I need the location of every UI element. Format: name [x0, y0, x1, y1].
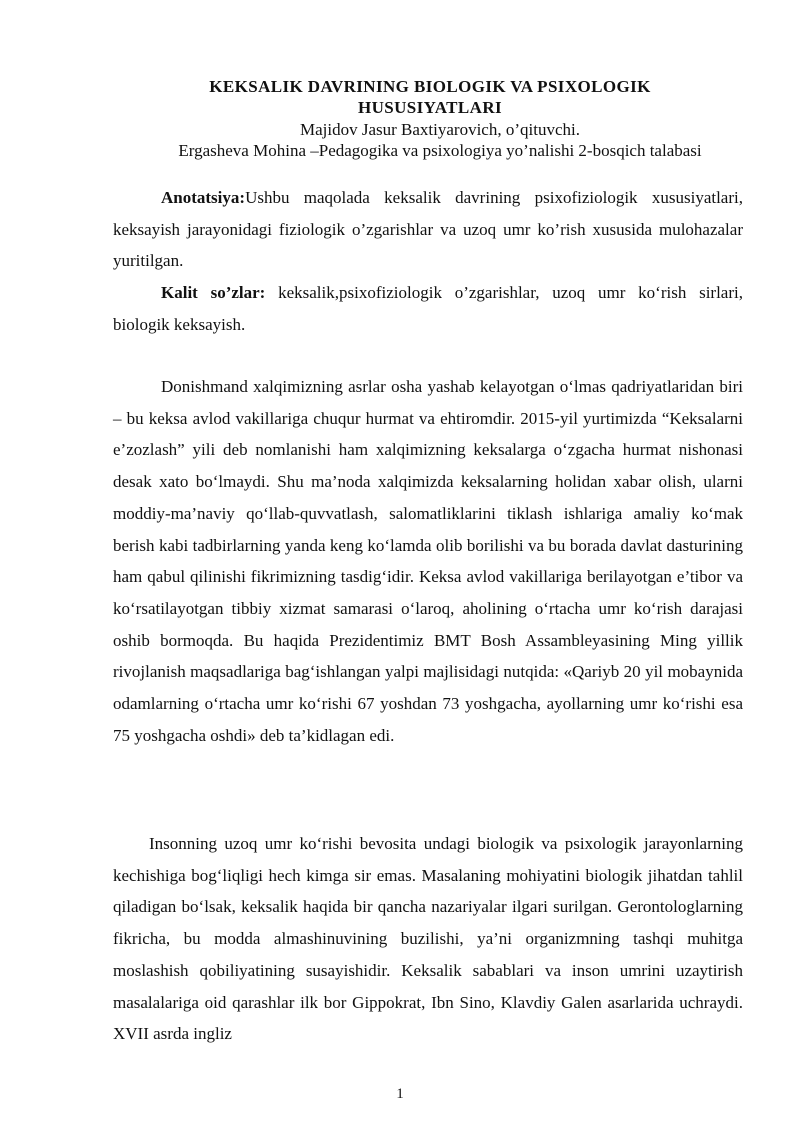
- page-number: 1: [396, 1086, 404, 1102]
- abstract-text: Ushbu maqolada keksalik davrining psixofiziologik xususiyatlari, keksayish jarayonidagi fiziologik o’zgarishlar va uzoq umr ko’rish xususida mulohazalar yuritilgan.: [113, 188, 743, 271]
- keywords-label: Kalit so’zlar:: [161, 283, 266, 302]
- article-title: KEKSALIK DAVRINING BIOLOGIK VA PSIXOLOGIK HUSUSIYATLARI: [209, 77, 651, 117]
- body-paragraph-2: Insonning uzoq umr ko‘rishi bevosita undagi biologik va psixologik jarayonlarning kechishiga bog‘liqligi hech kimga sir emas. Masalaning mohiyatini biologik jihatdan tahlil qiladigan bo‘lsak, keksalik haqida bir qancha nazariyalar ilgari surilgan. Gerontologlarning fikricha, bu modda almashinuvining buzilishi, ya’ni organizmning tashqi muhitga moslashish qobiliyatining susayishidir. Keksalik sabablari va inson umrini uzaytirish masalalariga oid qarashlar ilk bor Gippokrat, Ibn Sino, Klavdiy Galen asarlarida uchraydi. XVII asrda ingliz: [113, 834, 743, 1044]
- affiliation-line: Ergasheva Mohina –Pedagogika va psixologiya yo’nalishi 2-bosqich talabasi: [178, 141, 702, 160]
- author-line: Majidov Jasur Baxtiyarovich, o’qituvchi.: [300, 120, 580, 139]
- abstract-paragraph: [113, 182, 743, 277]
- abstract-label: Anotatsiya:: [161, 188, 246, 207]
- body-paragraph-1: Donishmand xalqimizning asrlar osha yashab kelayotgan o‘lmas qadriyatlaridan biri – bu keksa avlod vakillariga chuqur hurmat va ehtiromdir. 2015-yil yurtimizda “Keksalarni e’zozlash” yili deb nomlanishi ham xalqimizning keksalarga o‘zgacha hurmat nishonasi desak xato bo‘lmaydi. Shu ma’noda xalqimizda keksalarning holidan xabar olish, ularni moddiy-ma’naviy qo‘llab-quvvatlash, salomatliklarini tiklash ishlariga amaliy ko‘mak berish kabi tadbirlarning yanda keng ko‘lamda olib borilishi va bu borada davlat dasturining ham qabul qilinishi fikrimizning tasdig‘idir. Keksa avlod vakillariga berilayotgan e’tibor va ko‘rsatilayotgan tibbiy xizmat samarasi o‘laroq, aholining o‘rtacha umr ko‘rish darajasi oshib bormoqda. Bu haqida Prezidentimiz BMT Bosh Assambleyasining Ming yillik rivojlanish maqsadlariga bag‘ishlangan yalpi majlisidagi nutqida: «Qariyb 20 yil mobaynida odamlarning o‘rtacha umr ko‘rishi 67 yoshdan 73 yoshgacha, ayollarning umr ko‘rishi esa 75 yoshgacha oshdi» deb ta’kidlagan edi.: [113, 377, 743, 745]
- keywords-text: keksalik,psixofiziologik o’zgarishlar, uzoq umr ko‘rish sirlari, biologik keksayish.: [113, 283, 743, 334]
- keywords-paragraph: [113, 277, 743, 340]
